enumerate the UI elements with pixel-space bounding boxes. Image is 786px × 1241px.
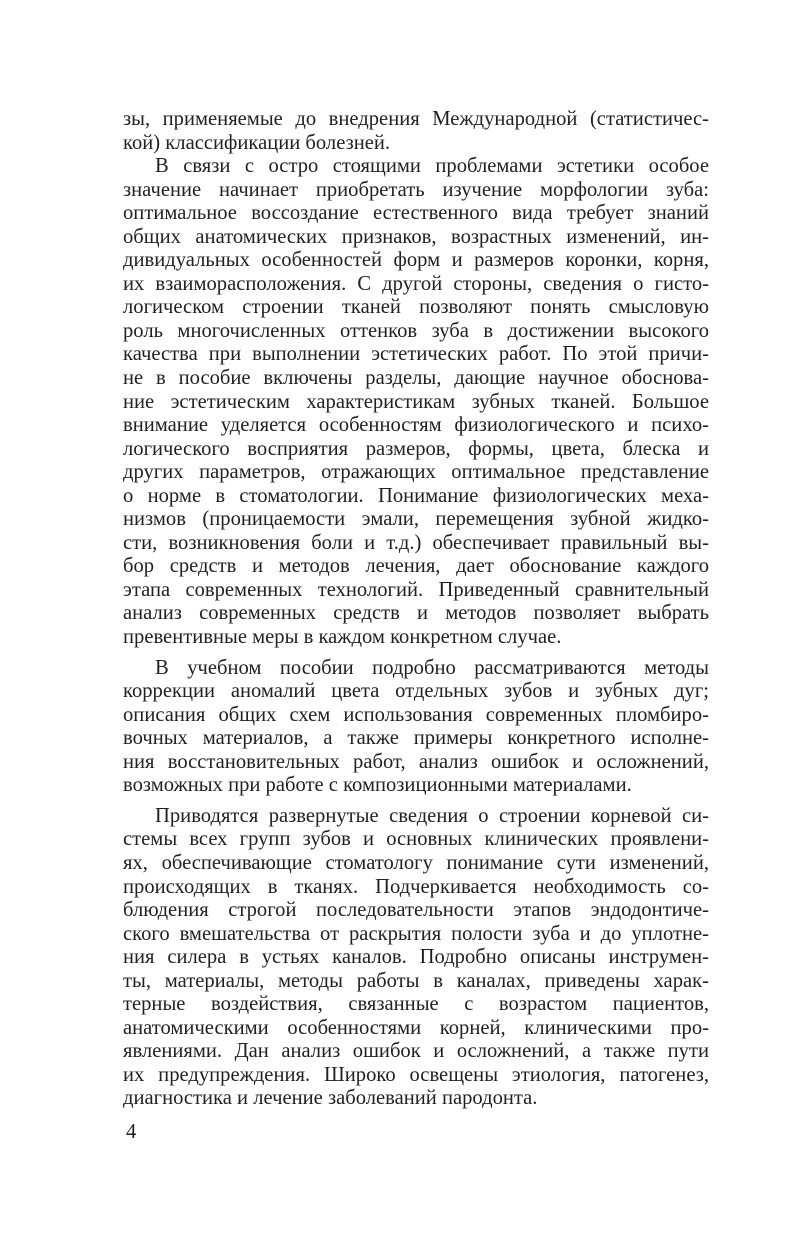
text-line: ния силера в устьях каналов. Подробно описаны инструмен-: [123, 946, 709, 969]
text-line: их предупреждения. Широко освещены этиология, патогенез,: [123, 1063, 709, 1086]
text-line: этапа современных технологий. Приведенный сравнительный: [123, 578, 709, 601]
text-line: дивидуальных особенностей форм и размеров коронки, корня,: [123, 249, 709, 272]
text-line: ние эстетическим характеристикам зубных тканей. Большое: [123, 390, 709, 413]
text-line: блюдения строгой последовательности этапов эндодонтиче-: [123, 899, 709, 922]
paragraph: [123, 108, 709, 155]
text-line: внимание уделяется особенностям физиологического и психо-: [123, 414, 709, 437]
page-number: 4: [126, 1121, 137, 1143]
text-line: В учебном пособии подробно рассматриваются методы: [155, 656, 709, 679]
text-line: ях, обеспечивающие стоматологу понимание сути изменений,: [123, 851, 709, 874]
text-line: явлениями. Дан анализ ошибок и осложнений, а также пути: [123, 1040, 709, 1063]
text-line: ния восстановительных работ, анализ ошибок и осложнений,: [123, 750, 709, 773]
text-line: логического восприятия размеров, формы, цвета, блеска и: [123, 437, 709, 460]
text-line: низмов (проницаемости эмали, перемещения зубной жидко-: [123, 508, 709, 531]
text-line: бор средств и методов лечения, дает обоснование каждого: [123, 555, 709, 578]
text-line: терные воздействия, связанные с возрастом пациентов,: [123, 993, 709, 1016]
text-line: оптимальное воссоздание естественного вида требует знаний: [123, 202, 709, 225]
text-line: значение начинает приобретать изучение морфологии зуба:: [123, 178, 709, 201]
text-line: стемы всех групп зубов и основных клинических проявлени-: [123, 828, 709, 851]
text-line: сти, возникновения боли и т.д.) обеспечивает правильный вы-: [123, 531, 709, 554]
text-line: диагностика и лечение заболеваний пародонта.: [123, 1087, 538, 1110]
paragraph: [123, 805, 709, 1111]
text-line: ты, материалы, методы работы в каналах, приведены харак-: [123, 969, 709, 992]
text-line: Приводятся развернутые сведения о строении корневой си-: [155, 804, 709, 827]
paragraph: [123, 657, 709, 798]
paragraph-gap: [123, 650, 709, 657]
text-line: вочных материалов, а также примеры конкретного исполне-: [123, 727, 709, 750]
text-line: не в пособие включены разделы, дающие научное обоснова-: [123, 367, 709, 390]
text-line: описания общих схем использования современных пломбиро-: [123, 703, 709, 726]
text-line: анализ современных средств и методов позволяет выбрать: [123, 602, 709, 625]
text-line: роль многочисленных оттенков зуба в достижении высокого: [123, 319, 709, 342]
paragraph: [123, 155, 709, 649]
text-line: анатомическими особенностями корней, клиническими про-: [123, 1016, 709, 1039]
text-line: общих анатомических признаков, возрастных изменений, ин-: [123, 225, 709, 248]
text-line: происходящих в тканях. Подчеркивается необходимость со-: [123, 875, 709, 898]
text-line: возможных при работе с композиционными материалами.: [123, 774, 632, 797]
text-line: кой) классификации болезней.: [123, 131, 391, 154]
body-text: [123, 108, 709, 1111]
text-line: логическом строении тканей позволяют понять смысловую: [123, 296, 709, 319]
text-line: зы, применяемые до внедрения Международной (статистичес-: [123, 108, 709, 130]
text-line: ского вмешательства от раскрытия полости зуба и до уплотне-: [123, 922, 709, 945]
text-line: превентивные меры в каждом конкретном случае.: [123, 626, 562, 649]
text-line: В связи с остро стоящими проблемами эстетики особое: [155, 155, 709, 178]
text-line: их взаиморасположения. С другой стороны, сведения о гисто-: [123, 272, 709, 295]
paragraph-gap: [123, 798, 709, 805]
text-line: о норме в стоматологии. Понимание физиологических меха-: [123, 484, 709, 507]
text-line: качества при выполнении эстетических работ. По этой причи-: [123, 343, 709, 366]
text-line: других параметров, отражающих оптимальное представление: [123, 461, 709, 484]
text-line: коррекции аномалий цвета отдельных зубов и зубных дуг;: [123, 680, 709, 703]
